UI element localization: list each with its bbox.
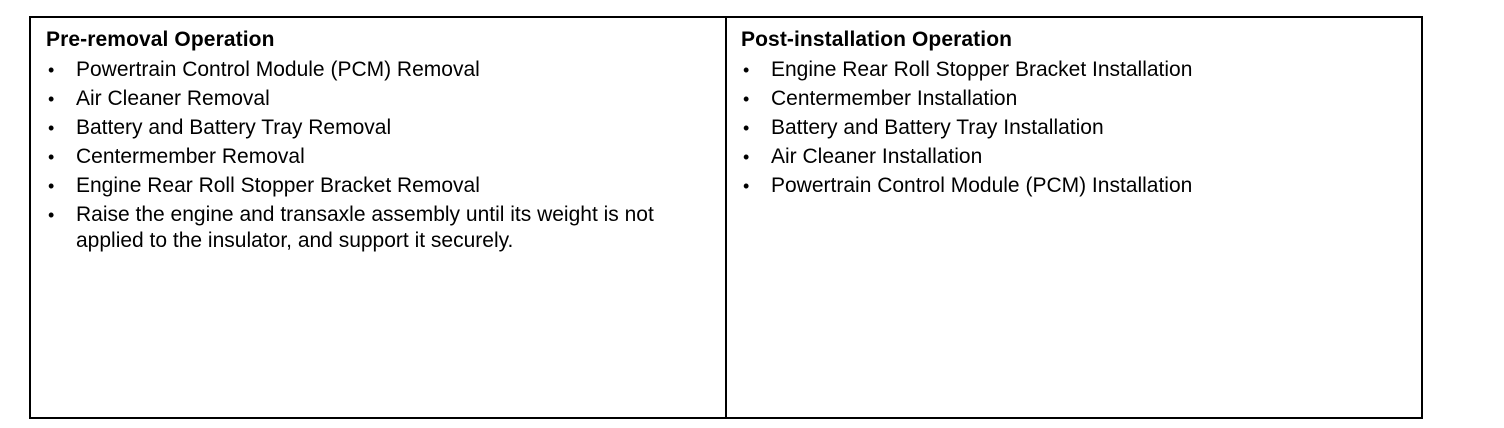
pre-removal-list <box>46 57 725 254</box>
bullet-icon: • <box>743 60 750 80</box>
bullet-icon: • <box>743 147 750 167</box>
list-item <box>46 57 696 83</box>
list-item-text: Engine Rear Roll Stopper Bracket Installation <box>771 58 1193 81</box>
bullet-icon: • <box>743 176 750 196</box>
list-item <box>46 86 696 112</box>
list-item-text: Centermember Installation <box>771 87 1018 110</box>
bullet-icon: • <box>48 118 55 138</box>
list-item-text: Air Cleaner Installation <box>771 145 983 168</box>
list-item <box>741 57 1391 83</box>
list-item-text: Powertrain Control Module (PCM) Removal <box>76 58 480 81</box>
bullet-icon: • <box>48 205 55 225</box>
bullet-icon: • <box>743 89 750 109</box>
bullet-icon: • <box>743 118 750 138</box>
list-item <box>741 115 1391 141</box>
post-installation-column <box>727 18 1421 417</box>
bullet-icon: • <box>48 176 55 196</box>
list-item <box>741 86 1391 112</box>
list-item <box>46 144 696 170</box>
list-item <box>46 173 696 199</box>
list-item-text: Air Cleaner Removal <box>76 87 270 110</box>
post-installation-list <box>741 57 1421 199</box>
pre-removal-column <box>31 18 727 417</box>
bullet-icon: • <box>48 89 55 109</box>
list-item-text: Engine Rear Roll Stopper Bracket Removal <box>76 174 480 197</box>
list-item <box>741 144 1391 170</box>
list-item-text: Battery and Battery Tray Installation <box>771 116 1104 139</box>
operations-table <box>29 16 1423 419</box>
post-installation-title: Post-installation Operation <box>741 28 1013 51</box>
list-item-text: Raise the engine and transaxle assembly until its weight is not applied to the insulator, and support it securely. <box>76 203 654 252</box>
pre-removal-title: Pre-removal Operation <box>46 28 275 51</box>
list-item <box>46 115 696 141</box>
list-item-text: Centermember Removal <box>76 145 305 168</box>
bullet-icon: • <box>48 147 55 167</box>
list-item <box>741 173 1391 199</box>
list-item-text: Powertrain Control Module (PCM) Installation <box>771 174 1193 197</box>
list-item-text: Battery and Battery Tray Removal <box>76 116 392 139</box>
bullet-icon: • <box>48 60 55 80</box>
list-item <box>46 202 716 254</box>
